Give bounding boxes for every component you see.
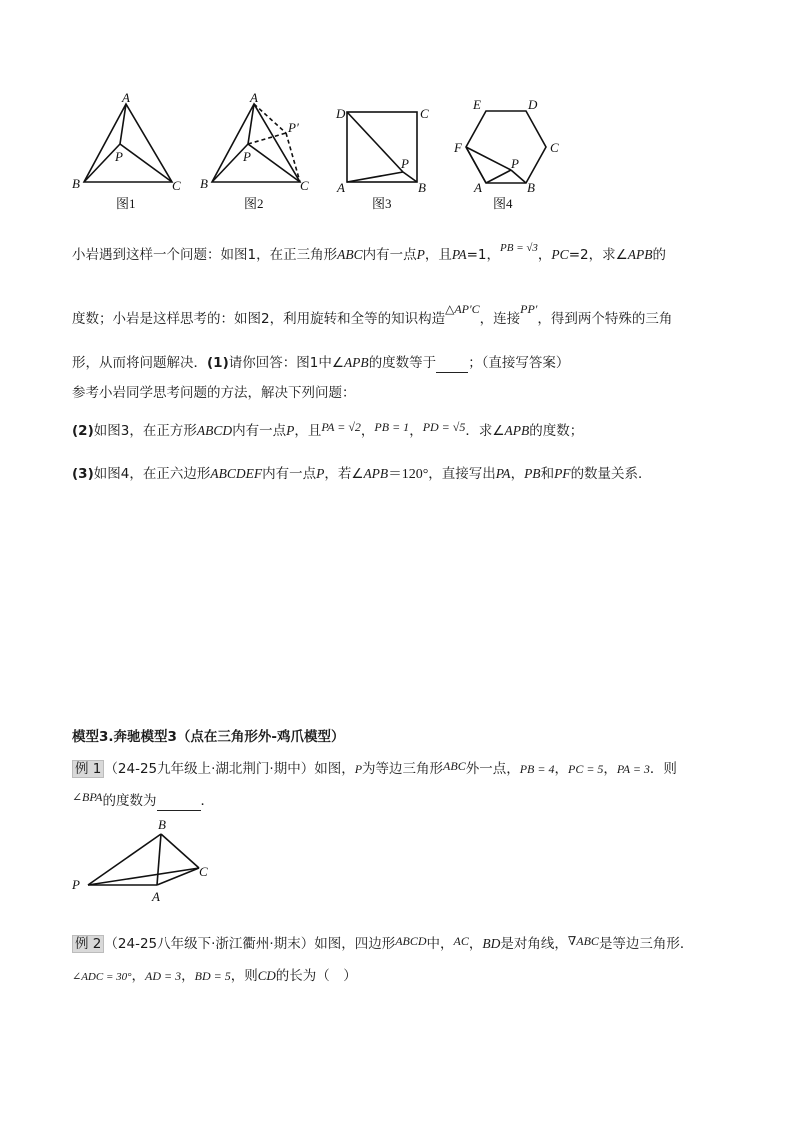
text: (1) [207, 355, 229, 371]
text: 为等边三角形 [362, 761, 444, 777]
problem-line-1 [72, 242, 666, 265]
text: ，得到两个特殊的三角 [537, 311, 673, 327]
fig1-label-p: P [115, 149, 123, 164]
fig5-label-b: B [158, 817, 166, 832]
text: APB [343, 355, 369, 370]
problem-line-4: 参考小岩同学思考问题的方法，解决下列问题： [72, 385, 356, 401]
fig4-label-c: C [550, 140, 559, 155]
math-bd: BD = 5 [194, 969, 231, 983]
text: ABCD [196, 423, 233, 438]
text: 的数量关系． [570, 466, 652, 482]
text: ；（直接写答案） [468, 355, 570, 371]
text: 的长为（ ） [275, 968, 357, 984]
text: 的度数； [529, 423, 584, 439]
fig1-label-a: A [122, 90, 130, 105]
fig4-caption: 图4 [493, 196, 513, 211]
fig2-segment-pc [248, 144, 300, 182]
text: ABCDEF [210, 466, 263, 481]
text: ，若∠ [324, 466, 364, 482]
figure-3 [335, 106, 429, 211]
fig1-label-c: C [172, 178, 181, 193]
text: =2，求∠ [568, 247, 628, 263]
fig2-dashed-ap [254, 104, 286, 133]
math-pa: PA = 3 [616, 762, 650, 776]
text: ． [200, 793, 214, 809]
example-2-line-1 [72, 935, 693, 953]
example-2-line-2 [72, 967, 357, 986]
text: ， [360, 423, 375, 439]
math-angle: ∠BPA [72, 790, 103, 804]
math-ad: AD = 3 [145, 969, 182, 983]
text: ， [468, 936, 483, 952]
text: 内有一点 [262, 466, 317, 482]
math-ac: AC [453, 934, 469, 948]
fig4-label-a: A [474, 180, 482, 195]
math-p: P [354, 762, 363, 776]
text: P [316, 466, 325, 481]
text: 小岩遇到这样一个问题：如图1，在正三角形 [72, 247, 338, 263]
text: PB [524, 466, 541, 481]
section-title: 模型3.奔驰模型3（点在三角形外-鸡爪模型） [72, 729, 345, 745]
fig2-triangle [212, 104, 300, 182]
fig5-segment-pb [88, 834, 161, 885]
math-triangle: ∇ABC [567, 934, 599, 948]
text: ，且 [294, 423, 322, 439]
text: 是等边三角形． [598, 936, 694, 952]
math-angle: ∠ADC = 30° [72, 971, 132, 983]
answer-blank-1 [436, 354, 468, 373]
text: ，且 [424, 247, 452, 263]
text: 和 [540, 466, 555, 482]
fig3-label-p: P [401, 156, 409, 171]
text: 120° [401, 467, 429, 482]
fig5-segment-pc [88, 868, 199, 885]
math-abcd: ABCD [395, 934, 427, 948]
fig4-label-p: P [511, 156, 519, 171]
problem-line-2 [72, 302, 673, 328]
fig5-label-c: C [199, 864, 208, 879]
fig4-segment-pa [486, 170, 511, 183]
problem-line-6 [72, 465, 652, 484]
text: (3) [72, 466, 94, 482]
fig4-label-d: D [528, 97, 538, 112]
text: 如图3，在正方形 [93, 423, 197, 439]
text: ，连接 [479, 311, 521, 327]
fig4-label-e: E [473, 97, 481, 112]
text: （24-25九年级上·湖北荆门·期中）如图， [104, 761, 355, 777]
fig3-label-a: A [337, 180, 345, 195]
problem-line-5 [72, 422, 583, 440]
fig3-segment-pd [347, 112, 403, 172]
math-pa: PA = √2 [321, 420, 361, 434]
text: 外一点， [465, 761, 520, 777]
math-pc: PC = 5 [567, 762, 604, 776]
fig5-label-p: P [72, 877, 80, 892]
fig1-segment-pc [120, 144, 172, 182]
text: APB [504, 423, 530, 438]
text: ，则 [230, 968, 258, 984]
text: （24-25八年级下·浙江衢州·期末）如图，四边形 [104, 936, 396, 952]
text: 内有一点 [362, 247, 417, 263]
text: ，直接写出 [428, 466, 496, 482]
text: 中， [426, 936, 454, 952]
fig1-caption: 图1 [116, 196, 136, 211]
math-pb: PB = √3 [500, 242, 538, 254]
math-pb: PB = 4 [519, 762, 555, 776]
math-triangle: △AP′C [445, 302, 480, 316]
fig4-segment-pb [511, 170, 526, 183]
text: ， [537, 247, 552, 263]
figure-1 [72, 90, 181, 211]
fig2-caption: 图2 [244, 196, 264, 211]
fig3-label-b: B [418, 180, 426, 195]
text: 如图4，在正六边形 [93, 466, 211, 482]
fig2-label-b: B [200, 176, 208, 191]
fig3-segment-pa [347, 172, 403, 182]
fig1-label-b: B [72, 176, 80, 191]
math-pd: PD = √5 [422, 420, 466, 434]
fig1-triangle [84, 104, 172, 182]
text: 内有一点 [232, 423, 287, 439]
fig3-segment-pb [403, 172, 417, 182]
text: =1， [466, 247, 501, 263]
fig5-segment-bc [161, 834, 199, 868]
text: P [416, 247, 425, 262]
text: ， [181, 968, 195, 984]
problem-line-3 [72, 354, 569, 373]
text: PF [554, 466, 571, 481]
fig2-label-p: P [243, 149, 251, 164]
example-1-tag: 例 1 [72, 760, 104, 778]
text: 形，从而将问题解决． [72, 355, 207, 371]
text: PC [551, 247, 569, 262]
text: APB [627, 247, 653, 262]
figure-2 [200, 90, 309, 211]
example-1-line-1 [72, 760, 677, 778]
text: ＝ [388, 466, 402, 482]
example-1-figure [68, 815, 228, 905]
text: 的度数为 [102, 793, 157, 809]
figure-4 [453, 97, 559, 211]
math-abc: ABC [443, 759, 466, 773]
text: ， [131, 968, 146, 984]
text: ， [409, 423, 423, 439]
text: ．求∠ [465, 423, 505, 439]
fig3-label-c: C [420, 106, 429, 121]
text: PA [451, 247, 467, 262]
fig2-label-pprime: P′ [288, 120, 299, 135]
text: ．则 [649, 761, 677, 777]
fig2-dashed-pc [286, 133, 300, 182]
fig3-label-d: D [336, 106, 346, 121]
fig3-caption: 图3 [372, 196, 392, 211]
example-1-line-2 [72, 792, 214, 811]
example-2-tag: 例 2 [72, 935, 104, 953]
fig4-label-b: B [527, 180, 535, 195]
text: PA [495, 466, 511, 481]
fig2-label-c: C [300, 178, 309, 193]
text: ， [554, 761, 568, 777]
fig5-label-a: A [152, 889, 160, 904]
fig5-segment-ba [157, 834, 161, 885]
text: 的 [652, 247, 666, 263]
text: 度数；小岩是这样思考的：如图2，利用旋转和全等的知识构造 [72, 311, 446, 327]
text: ABC [337, 247, 363, 262]
fig2-label-a: A [250, 90, 258, 105]
text: ， [603, 761, 617, 777]
math-pp: PP′ [520, 302, 538, 316]
text: APB [363, 466, 389, 481]
fig4-label-f: F [454, 140, 462, 155]
figures-row [60, 88, 560, 218]
text: BD [482, 936, 501, 951]
math-pb: PB = 1 [374, 420, 410, 434]
text: 是对角线， [500, 936, 568, 952]
text: 请你回答：图1中∠ [228, 355, 344, 371]
text: (2) [72, 423, 94, 439]
text: P [286, 423, 295, 438]
fig2-dashed-pp [248, 133, 286, 144]
answer-blank-2 [157, 792, 201, 811]
math-cd: CD [257, 968, 276, 983]
text: ， [510, 466, 525, 482]
text: 的度数等于 [368, 355, 437, 371]
